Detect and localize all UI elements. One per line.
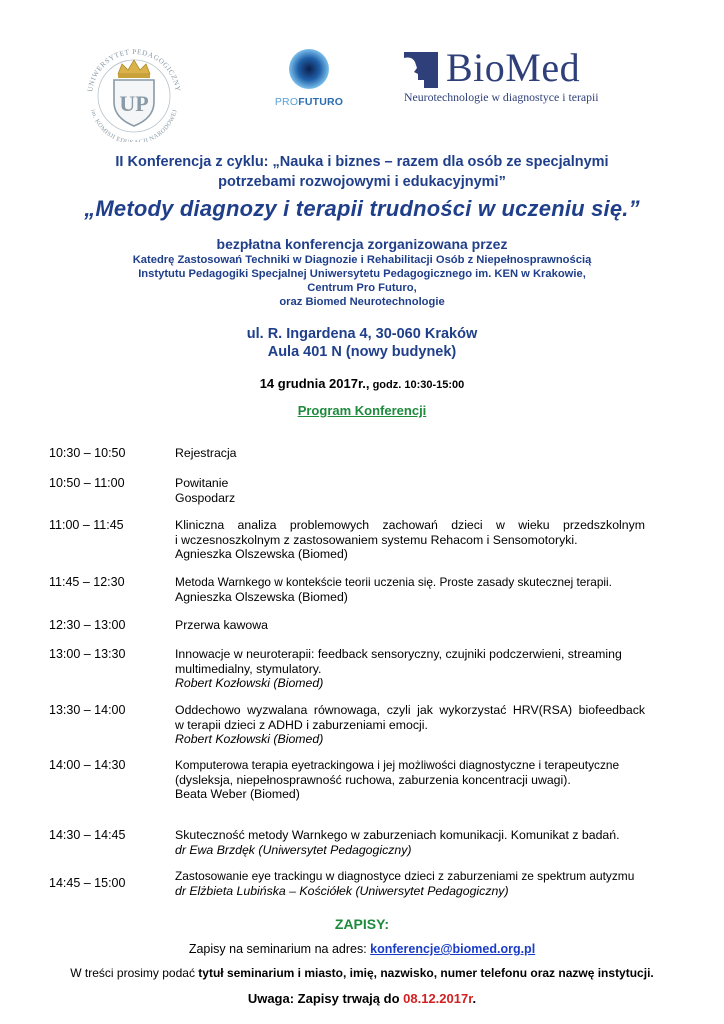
schedule-speaker: Robert Kozłowski (Biomed)	[175, 732, 324, 746]
schedule-time: 13:00 – 13:30	[49, 647, 126, 661]
schedule-line: Powitanie	[175, 476, 229, 490]
schedule-speaker: dr Ewa Brzdęk (Uniwersytet Pedagogiczny)	[175, 842, 412, 857]
up-seal-icon	[78, 40, 190, 142]
organizer-line-1: Katedrę Zastosowań Techniki w Diagnozie i Rehabilitacji Osób z Niepełnosprawnością	[132, 254, 592, 266]
schedule-speaker: Agnieszka Olszewska (Biomed)	[175, 589, 348, 604]
schedule-line: w terapii dzieci z ADHD i zaburzeniami emocji.	[175, 717, 428, 732]
schedule-speaker: dr Elżbieta Lubińska – Kościółek (Uniwersytet Pedagogiczny)	[175, 883, 509, 898]
schedule-item	[175, 869, 645, 898]
registration-deadline	[0, 991, 724, 1006]
organizer-line-4: oraz Biomed Neurotechnologie	[279, 296, 445, 308]
biomed-name: BioMed	[446, 45, 581, 90]
schedule-item	[175, 476, 645, 505]
deadline-prefix: Uwaga: Zapisy trwają do	[247, 991, 404, 1006]
biomed-tagline: Neurotechnologie w diagnostyce i terapii	[404, 90, 599, 104]
schedule-time: 13:30 – 14:00	[49, 703, 126, 717]
schedule-item	[175, 828, 645, 857]
biomed-head-icon	[402, 50, 442, 90]
schedule-time: 14:00 – 14:30	[49, 758, 126, 772]
up-logo	[78, 40, 190, 142]
schedule-item	[175, 575, 645, 604]
deadline-date: 08.12.2017r	[403, 991, 473, 1006]
venue-address: ul. R. Ingardena 4, 30-060 Kraków	[246, 326, 478, 342]
schedule-line: Przerwa kawowa	[175, 618, 268, 632]
schedule-item	[175, 647, 645, 691]
schedule-line: Innowacje w neuroterapii: feedback sensoryczny, czujniki podczerwieni, streaming	[175, 647, 622, 661]
deadline-suffix: .	[472, 991, 477, 1006]
event-hours: godz. 10:30-15:00	[369, 379, 465, 391]
up-monogram: UP	[119, 91, 149, 116]
schedule-time: 14:45 – 15:00	[49, 876, 126, 890]
profuturo-wordmark	[264, 96, 354, 108]
registration-prefix: Zapisy na seminarium na adres:	[188, 942, 371, 956]
schedule-item	[175, 758, 645, 802]
event-date	[0, 376, 724, 391]
schedule-item	[175, 446, 645, 461]
schedule-line: (dysleksja, niepełnosprawność ruchowa, zaburzenia koncentracji uwagi).	[175, 772, 571, 787]
schedule-time: 12:30 – 13:00	[49, 618, 126, 632]
schedule-time: 10:30 – 10:50	[49, 446, 126, 460]
registration-heading: ZAPISY:	[334, 916, 390, 932]
organizer-line-3: Centrum Pro Futuro,	[307, 282, 417, 294]
details-required-fields: tytuł seminarium i miasto, imię, nazwisko, numer telefonu oraz nazwę instytucji.	[198, 966, 654, 980]
schedule-time: 10:50 – 11:00	[49, 476, 125, 490]
details-prefix: W treści prosimy podać	[70, 966, 199, 980]
conference-series-line-1: II Konferencja z cyklu: „Nauka i biznes – razem dla osób ze specjalnymi	[115, 154, 609, 170]
profuturo-circle-icon	[264, 46, 354, 94]
schedule-line: Metoda Warnkego w kontekście teorii uczenia się. Proste zasady skutecznej terapii.	[175, 575, 612, 589]
registration-details	[0, 966, 724, 980]
registration-line	[0, 942, 724, 956]
schedule-line: Gospodarz	[175, 490, 236, 505]
event-day: 14 grudnia 2017r.,	[259, 376, 370, 391]
schedule-line: Oddechowo wyzwalana równowaga, czyli jak wykorzystać HRV(RSA) biofeedback	[175, 703, 645, 717]
schedule-item	[175, 618, 645, 633]
schedule-line: multimedialny, stymulatory.	[175, 661, 322, 676]
up-bottom-text: im. KOMISJI EDU CJI NARODOWEJ	[89, 108, 179, 142]
schedule-line: i wczesnoszkolnym z zastosowaniem systemu Rehacom i Sensomotoryki.	[175, 532, 578, 547]
conference-title: „Metody diagnozy i terapii trudności w uczeniu się.”	[84, 196, 640, 221]
conference-series-line-2: potrzebami rozwojowymi i edukacyjnymi”	[218, 174, 506, 190]
schedule-line: Skuteczność metody Warnkego w zaburzeniach komunikacji. Komunikat z badań.	[175, 828, 620, 842]
profuturo-pro: PRO	[274, 96, 299, 108]
profuturo-futuro: FUTURO	[298, 96, 344, 108]
organizers-intro: bezpłatna konferencja zorganizowana przez	[216, 236, 508, 252]
schedule-line: Kliniczna analiza problemowych zachowań dzieci w wieku przedszkolnym	[175, 518, 645, 532]
schedule-item	[175, 518, 645, 562]
schedule-line: Zastosowanie eye trackingu w diagnostyce dzieci z zaburzeniami ze spektrum autyzmu	[175, 869, 635, 883]
program-heading: Program Konferencji	[297, 403, 427, 418]
schedule-time: 11:00 – 11:45	[49, 518, 124, 532]
biomed-logo	[402, 46, 632, 106]
schedule-line: Rejestracja	[175, 446, 237, 460]
schedule-time: 14:30 – 14:45	[49, 828, 126, 842]
up-arc-text: UNIWERSYTET PEDAGOGICZNY	[86, 47, 182, 93]
organizer-line-2: Instytutu Pedagogiki Specjalnej Uniwersytetu Pedagogicznego im. KEN w Krakowie,	[138, 268, 586, 280]
schedule-speaker: Agnieszka Olszewska (Biomed)	[175, 547, 348, 561]
schedule-item	[175, 703, 645, 747]
schedule-speaker: Beata Weber (Biomed)	[175, 787, 300, 801]
registration-email-link[interactable]: konferencje@biomed.org.pl	[370, 942, 536, 956]
profuturo-logo	[264, 46, 354, 118]
venue-room: Aula 401 N (nowy budynek)	[267, 344, 457, 360]
schedule-speaker: Robert Kozłowski (Biomed)	[175, 676, 324, 690]
schedule-time: 11:45 – 12:30	[49, 575, 125, 589]
schedule-line: Komputerowa terapia eyetrackingowa i jej możliwości diagnostyczne i terapeutyczne	[175, 758, 620, 772]
